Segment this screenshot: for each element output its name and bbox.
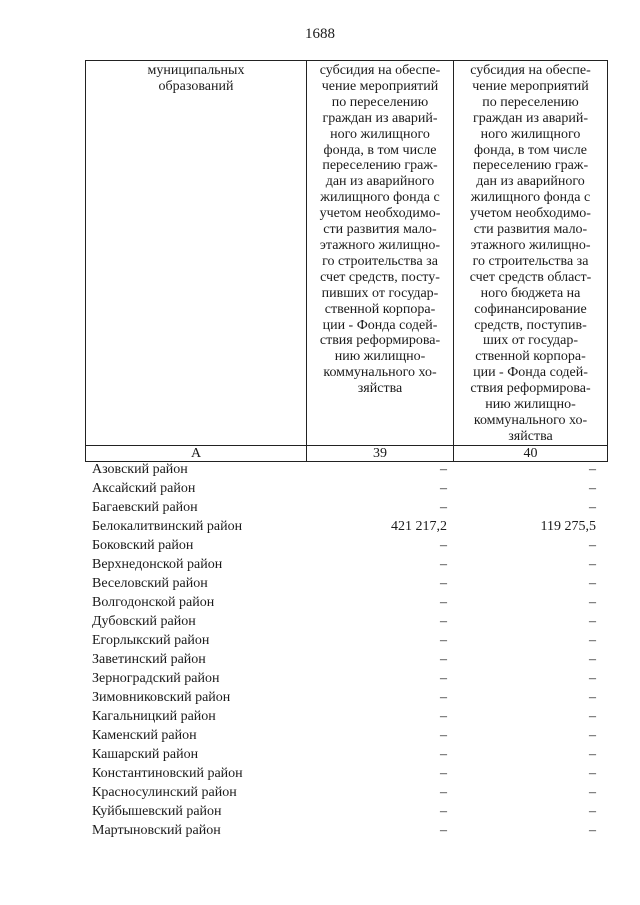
value-39: – xyxy=(440,594,447,610)
district-name: Веселовский район xyxy=(92,575,208,591)
table-body xyxy=(85,460,598,840)
value-39: – xyxy=(440,784,447,800)
value-39: – xyxy=(440,613,447,629)
value-39: – xyxy=(440,803,447,819)
value-39: – xyxy=(440,822,447,838)
value-40: – xyxy=(589,803,596,819)
table-row xyxy=(85,764,598,783)
header-column-40: субсидия на обеспе- чение мероприятий по переселению граждан из аварий- ного жилищного фонда, в том числе переселению граж- дан из аварийного жилищного фонда с учетом необходимо- сти развития мало- этажного жилищно- го строительства за счет средств област- ного бюджета на софинансирование средств, поступив- ших от государ- ственной корпора- ции - Фонда содей- ствия реформирова- нию жилищно- коммунального хо- зяйства xyxy=(454,61,608,446)
value-40: – xyxy=(589,670,596,686)
district-name: Каменский район xyxy=(92,727,197,743)
header-column-39: субсидия на обеспе- чение мероприятий по переселению граждан из аварий- ного жилищного фонда, в том числе переселению граж- дан из аварийного жилищного фонда с учетом необходимо- сти развития мало- этажного жилищно- го строительства за счет средств, посту- пивших от государ- ственной корпора- ции - Фонда содей- ствия реформирова- нию жилищно- коммунального хо- зяйства xyxy=(307,61,454,446)
district-name: Дубовский район xyxy=(92,613,196,629)
table-row xyxy=(85,802,598,821)
district-name: Белокалитвинский район xyxy=(92,518,243,534)
value-40: – xyxy=(589,651,596,667)
value-40: – xyxy=(589,822,596,838)
table-row xyxy=(85,650,598,669)
value-40: – xyxy=(589,480,596,496)
value-40: – xyxy=(589,575,596,591)
district-name: Егорлыкский район xyxy=(92,632,210,648)
table-row xyxy=(85,783,598,802)
value-39: – xyxy=(440,765,447,781)
value-39: – xyxy=(440,746,447,762)
district-name: Заветинский район xyxy=(92,651,206,667)
column-label-39: 39 xyxy=(307,445,454,461)
value-40: – xyxy=(589,556,596,572)
table-row xyxy=(85,460,598,479)
column-label-row xyxy=(86,445,608,461)
value-40: – xyxy=(589,708,596,724)
district-name: Зимовниковский район xyxy=(92,689,231,705)
table-row xyxy=(85,726,598,745)
table-row xyxy=(85,555,598,574)
table-row xyxy=(85,574,598,593)
value-39: – xyxy=(440,689,447,705)
district-name: Азовский район xyxy=(92,461,188,477)
value-39: – xyxy=(440,461,447,477)
value-39: – xyxy=(440,727,447,743)
value-40: – xyxy=(589,689,596,705)
district-name: Аксайский район xyxy=(92,480,196,496)
table-row xyxy=(85,536,598,555)
district-name: Волгодонской район xyxy=(92,594,215,610)
value-39: – xyxy=(440,537,447,553)
value-39: – xyxy=(440,708,447,724)
district-name: Кашарский район xyxy=(92,746,199,762)
value-39: – xyxy=(440,556,447,572)
value-40: – xyxy=(589,594,596,610)
value-39: – xyxy=(440,670,447,686)
column-label-40: 40 xyxy=(454,445,608,461)
table-row xyxy=(85,821,598,840)
value-39: – xyxy=(440,499,447,515)
table-row xyxy=(85,631,598,650)
value-40: – xyxy=(589,537,596,553)
district-name: Константиновский район xyxy=(92,765,243,781)
table-row xyxy=(85,688,598,707)
table-row xyxy=(85,612,598,631)
district-name: Кагальницкий район xyxy=(92,708,216,724)
value-39: – xyxy=(440,651,447,667)
value-40: – xyxy=(589,765,596,781)
district-name: Красносулинский район xyxy=(92,784,237,800)
district-name: Верхнедонской район xyxy=(92,556,223,572)
table-row xyxy=(85,498,598,517)
table-header xyxy=(85,60,608,462)
value-39: 421 217,2 xyxy=(391,518,447,534)
header-row xyxy=(86,61,608,446)
page-number: 1688 xyxy=(305,26,335,42)
table-row xyxy=(85,707,598,726)
table-row xyxy=(85,517,598,536)
value-40: 119 275,5 xyxy=(540,518,596,534)
header-municipality: муниципальных образований xyxy=(86,61,307,446)
district-name: Куйбышевский район xyxy=(92,803,222,819)
value-40: – xyxy=(589,746,596,762)
value-39: – xyxy=(440,480,447,496)
column-label-a: А xyxy=(86,445,307,461)
table-row xyxy=(85,479,598,498)
value-40: – xyxy=(589,499,596,515)
value-40: – xyxy=(589,727,596,743)
district-name: Боковский район xyxy=(92,537,194,553)
value-39: – xyxy=(440,632,447,648)
district-name: Багаевский район xyxy=(92,499,198,515)
table-row xyxy=(85,669,598,688)
table-row xyxy=(85,745,598,764)
value-40: – xyxy=(589,632,596,648)
value-40: – xyxy=(589,784,596,800)
district-name: Мартыновский район xyxy=(92,822,221,838)
table-row xyxy=(85,593,598,612)
value-39: – xyxy=(440,575,447,591)
district-name: Зерноградский район xyxy=(92,670,220,686)
value-40: – xyxy=(589,613,596,629)
value-40: – xyxy=(589,461,596,477)
